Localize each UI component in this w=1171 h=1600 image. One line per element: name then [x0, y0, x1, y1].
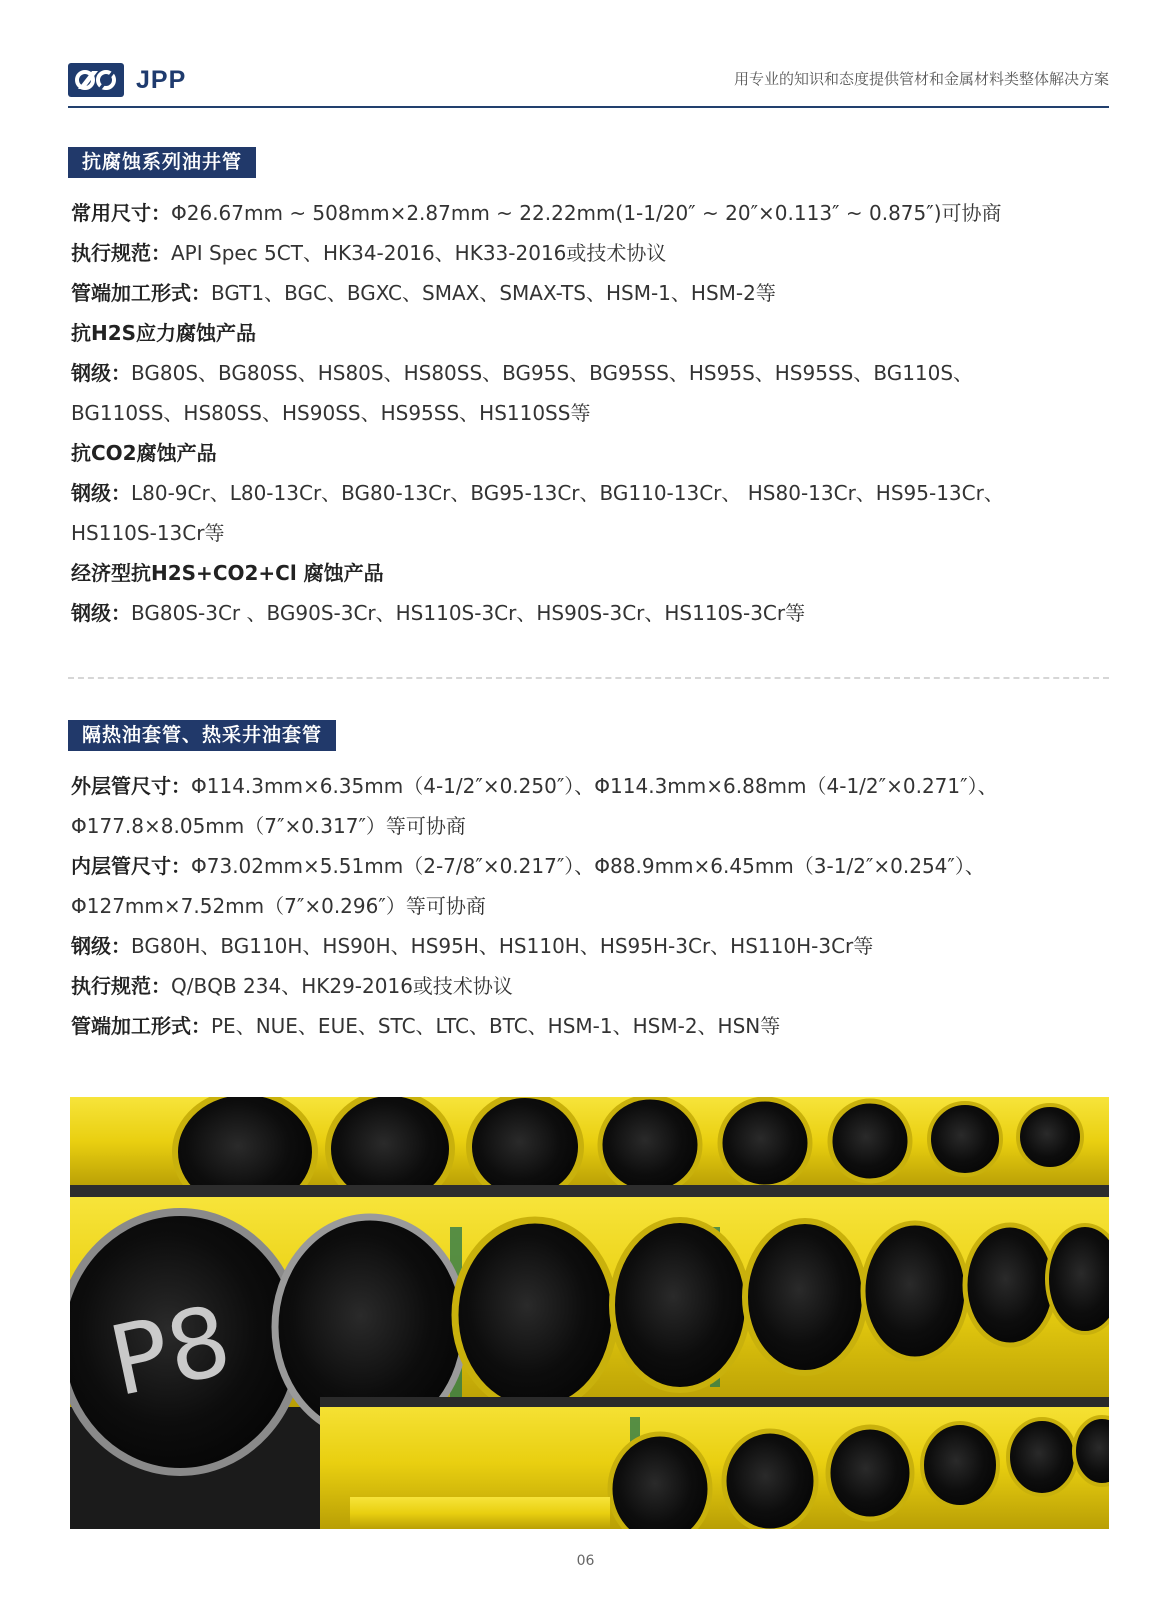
h2s-grade-line-cont: BG110SS、HS80SS、HS90SS、HS95SS、HS110SS等	[71, 401, 591, 425]
spec-value-2: Q/BQB 234、HK29-2016或技术协议	[171, 974, 513, 998]
outer-size-label: 外层管尺寸：	[71, 774, 191, 798]
outer-size-value: Φ114.3mm×6.35mm（4-1/2″×0.250″）、Φ114.3mm×6.88mm（4-1/2″×0.271″）、	[191, 774, 998, 798]
pipe-stack-illustration	[70, 1097, 1109, 1529]
header-tagline: 用专业的知识和态度提供管材和金属材料类整体解决方案	[733, 70, 1109, 88]
h2s-subtitle: 抗H2S应力腐蚀产品	[71, 321, 257, 345]
end-form-value: BGT1、BGC、BGXC、SMAX、SMAX-TS、HSM-1、HSM-2等	[211, 281, 776, 305]
end-form-label: 管端加工形式：	[71, 281, 211, 305]
h2s-grade-label: 钢级：	[71, 361, 131, 385]
co2-grade-value: L80-9Cr、L80-13Cr、BG80-13Cr、BG95-13Cr、BG110-13Cr、 HS80-13Cr、HS95-13Cr、	[131, 481, 1004, 505]
economy-subtitle: 经济型抗H2S+CO2+Cl 腐蚀产品	[71, 561, 384, 585]
section-title-corrosion-resistant: 抗腐蚀系列油井管	[68, 147, 256, 178]
grade-line	[71, 926, 1111, 966]
spec-label: 执行规范：	[71, 241, 171, 265]
economy-grade-label: 钢级：	[71, 601, 131, 625]
outer-size-line	[71, 766, 1111, 806]
logo-text: JPP	[136, 65, 187, 94]
page-header	[68, 58, 1109, 106]
economy-grade-value: BG80S-3Cr 、BG90S-3Cr、HS110S-3Cr、HS90S-3Cr、HS110S-3Cr等	[131, 601, 806, 625]
inner-size-line-cont: Φ127mm×7.52mm（7″×0.296″）等可协商	[71, 894, 486, 918]
pipe-row-front	[320, 1397, 1109, 1529]
size-label: 常用尺寸：	[71, 201, 171, 225]
h2s-grade-value: BG80S、BG80SS、HS80S、HS80SS、BG95S、BG95SS、HS95S、HS95SS、BG110S、	[131, 361, 974, 385]
grade-value: BG80H、BG110H、HS90H、HS95H、HS110H、HS95H-3Cr、HS110H-3Cr等	[131, 934, 874, 958]
co2-grade-line-cont: HS110S-13Cr等	[71, 521, 225, 545]
section-insulated-tubing-body	[71, 766, 1111, 1046]
economy-grade-line	[71, 593, 1111, 633]
spec-line-2	[71, 966, 1111, 1006]
co2-subtitle: 抗CO2腐蚀产品	[71, 441, 217, 465]
section-divider	[68, 677, 1109, 679]
pipe-row-back	[70, 1097, 1109, 1212]
spec-line	[71, 233, 1111, 273]
size-line	[71, 193, 1111, 233]
h2s-grade-line	[71, 353, 1111, 393]
outer-size-line-cont: Φ177.8×8.05mm（7″×0.317″）等可协商	[71, 814, 466, 838]
header-rule	[68, 106, 1109, 108]
section-title-insulated-tubing: 隔热油套管、热采井油套管	[68, 720, 336, 751]
end-form-line-2	[71, 1006, 1111, 1046]
pipe-stack-photo	[70, 1097, 1109, 1529]
inner-size-line	[71, 846, 1111, 886]
inner-size-label: 内层管尺寸：	[71, 854, 191, 878]
spec-label-2: 执行规范：	[71, 974, 171, 998]
end-form-line	[71, 273, 1111, 313]
section-corrosion-resistant-body	[71, 193, 1111, 633]
page-number: 06	[576, 1553, 595, 1569]
co2-grade-line	[71, 473, 1111, 513]
pipe-chalk-mark: P8	[100, 1283, 240, 1419]
co2-grade-label: 钢级：	[71, 481, 131, 505]
spec-value: API Spec 5CT、HK34-2016、HK33-2016或技术协议	[171, 241, 667, 265]
end-form-label-2: 管端加工形式：	[71, 1014, 211, 1038]
jpp-logo	[68, 63, 186, 97]
inner-size-value: Φ73.02mm×5.51mm（2-7/8″×0.217″）、Φ88.9mm×6.45mm（3-1/2″×0.254″）、	[191, 854, 985, 878]
end-form-value-2: PE、NUE、EUE、STC、LTC、BTC、HSM-1、HSM-2、HSN等	[211, 1014, 781, 1038]
grade-label: 钢级：	[71, 934, 131, 958]
jpp-logo-mark-icon	[68, 63, 124, 97]
size-value: Φ26.67mm ~ 508mm×2.87mm ~ 22.22mm(1-1/20″ ~ 20″×0.113″ ~ 0.875″)可协商	[171, 201, 1002, 225]
